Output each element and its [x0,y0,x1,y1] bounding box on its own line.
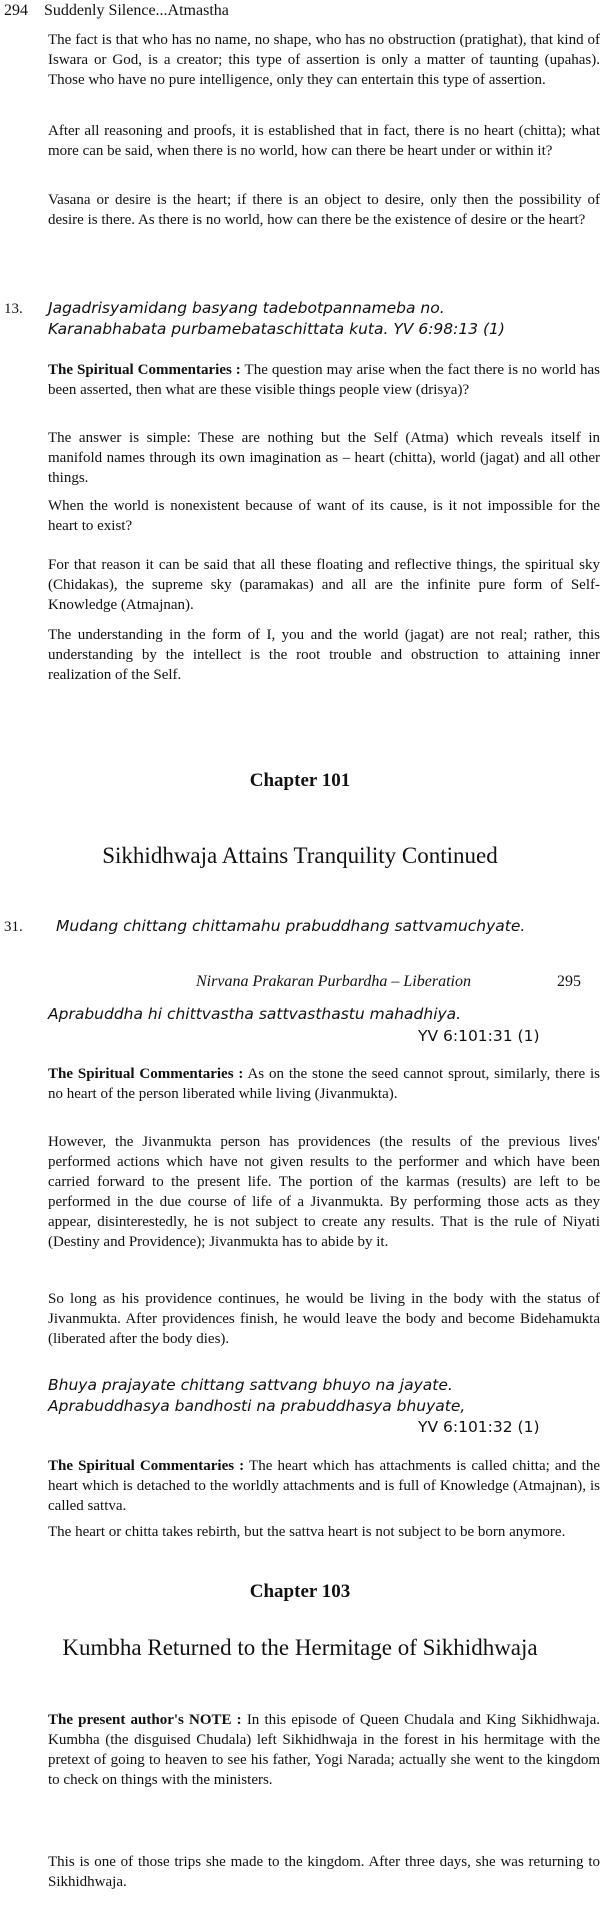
commentary-label: The Spiritual Commentaries : [48,1458,245,1474]
verse-reference: YV 6:101:31 (1) [418,1027,540,1045]
commentary-paragraph: The heart or chitta takes rebirth, but the sattva heart is not subject to be born anymore. [48,1524,566,1540]
commentary-text: The question may arise when the fact there is no world has been asserted, then what are these visible things people view (drisya)? [48,362,600,398]
paragraph: Vasana or desire is the heart; if there is an object to desire, only then the possibility of desire is there. As there is no world, how can there be the existence of desire or the heart? [48,192,600,228]
paragraph: The fact is that who has no name, no shape, who has no obstruction (pratighat), that kind of Iswara or God, is a creator; this type of assertion is only a matter of taunting (upahas). Those who have no pure intelligence, only they can entertain this type of assertion. [48,32,600,88]
verse-reference: YV 6:101:32 (1) [418,1418,540,1436]
commentary-paragraph: So long as his providence continues, he would be living in the body with the status of Jivanmukta. After providences finish, he would leave the body and become Bidehamukta (liberated after the body dies). [48,1291,600,1347]
verse-line: Karanabhabata purbamebataschittata kuta. YV 6:98:13 (1) [48,320,505,338]
commentary-text: The heart which has attachments is called chitta; and the heart which is detached to the worldly attachments and is full of Knowledge (Atmajnan), is called sattva. [48,1458,600,1514]
note-text: In this episode of Queen Chudala and King Sikhidhwaja. Kumbha (the disguised Chudala) left Sikhidhwaja in the forest in his hermitage with the pretext of going to heaven to see his father, Yogi Narada; actually she went to the kingdom to check on things with the ministers. [48,1712,600,1788]
verse-line: Mudang chittang chittamahu prabuddhang sattvamuchyate. [56,917,526,935]
commentary-paragraph: The answer is simple: These are nothing but the Self (Atma) which reveals itself in manifold names through its own imagination as – heart (chitta), world (jagat) and all other things. [48,430,600,486]
verse-line: Jagadrisyamidang basyang tadebotpannameba no. [48,299,445,317]
commentary-paragraph: For that reason it can be said that all these floating and reflective things, the spiritual sky (Chidakas), the supreme sky (paramakas) and all are the infinite pure form of Self-Knowledge (Atmajnan). [48,557,600,613]
note-label: The present author's NOTE : [48,1712,242,1728]
chapter-number: Chapter 103 [249,1581,351,1602]
commentary-label: The Spiritual Commentaries : [48,362,241,378]
page-number: 295 [557,973,581,990]
commentary-paragraph [48,1456,600,1516]
paragraph: After all reasoning and proofs, it is established that in fact, there is no heart (chitta); what more can be said, when there is no world, how can there be heart under or within it? [48,123,600,159]
commentary-text: As on the stone the seed cannot sprout, similarly, there is no heart of the person liberated while living (Jivanmukta). [48,1066,600,1102]
running-title: Nirvana Prakaran Purbardha – Liberation [196,973,471,990]
chapter-title: Kumbha Returned to the Hermitage of Sikhidhwaja [62,1635,538,1660]
note-paragraph [48,1710,600,1790]
commentary-paragraph: The understanding in the form of I, you and the world (jagat) are not real; rather, this understanding by the intellect is the root trouble and obstruction to attaining inner realization of the Self. [48,627,600,683]
verse-line: Aprabuddha hi chittvastha sattvasthastu mahadhiya. [48,1005,462,1023]
verse-number: 31. [4,919,23,935]
note-paragraph: This is one of those trips she made to the kingdom. After three days, she was returning to Sikhidhwaja. [48,1854,600,1890]
page-number: 294 [4,2,28,19]
chapter-title: Sikhidhwaja Attains Tranquility Continued [102,843,498,868]
verse-line: Aprabuddhasya bandhosti na prabuddhasya bhuyate, [48,1397,466,1415]
commentary-paragraph: When the world is nonexistent because of want of its cause, is it not impossible for the heart to exist? [48,498,600,534]
chapter-number: Chapter 101 [249,770,351,791]
verse-number: 13. [4,301,23,317]
commentary-label: The Spiritual Commentaries : [48,1066,244,1082]
commentary-paragraph: However, the Jivanmukta person has providences (the results of the previous lives' performed actions which have not given results to the performer and which have been carried forward to the present life. The portion of the karmas (results) are left to be performed in the due course of life of a Jivanmukta. By performing those acts as they appear, disinterestedly, he is not subject to create any results. That is the rule of Niyati (Destiny and Providence); Jivanmukta has to abide by it. [48,1134,600,1250]
verse-line: Bhuya prajayate chittang sattvang bhuyo na jayate. [48,1376,453,1394]
commentary-paragraph [48,360,600,400]
running-title: Suddenly Silence...Atmastha [44,2,229,19]
commentary-paragraph [48,1064,600,1104]
